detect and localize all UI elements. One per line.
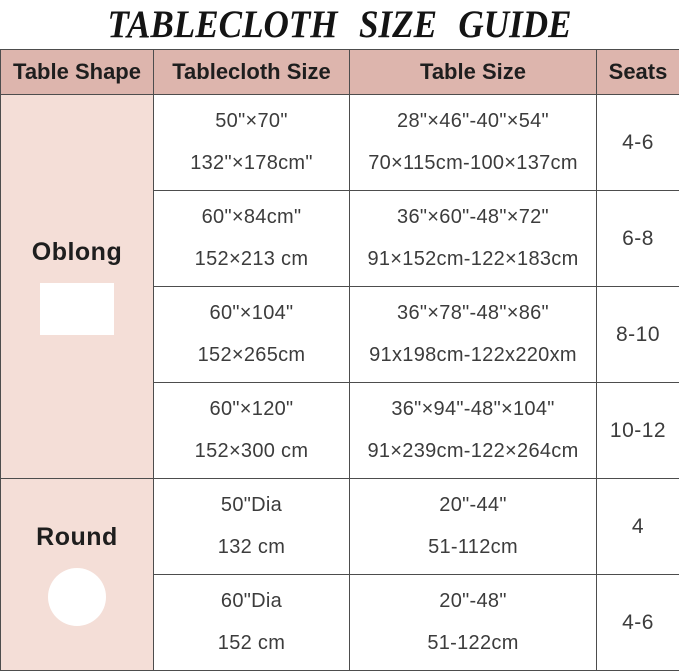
size-in-inches: 20"-48": [439, 590, 507, 613]
shape-label-round: Round: [36, 523, 118, 551]
shape-cell-round: [1, 479, 154, 671]
tablecloth-size-cell: [154, 479, 350, 575]
tablecloth-size-cell: [154, 575, 350, 671]
size-in-cm: 152×300 cm: [194, 439, 309, 462]
table-row: [1, 479, 679, 575]
tablecloth-size-cell: [154, 383, 350, 479]
tablecloth-size-cell: [154, 191, 350, 287]
seats-cell: 4: [597, 479, 679, 575]
size-in-cm: 91x198cm-122x220xm: [369, 343, 577, 366]
header-row: [1, 50, 679, 95]
table-size-cell: [350, 191, 597, 287]
header-table-shape: Table Shape: [1, 50, 154, 95]
tablecloth-size-cell: [154, 95, 350, 191]
page-title: TABLECLOTH SIZE GUIDE: [107, 3, 572, 46]
size-in-cm: 91×152cm-122×183cm: [367, 247, 579, 270]
size-in-inches: 36"×94"-48"×104": [391, 398, 555, 421]
table-size-cell: [350, 383, 597, 479]
size-in-cm: 51-122cm: [427, 631, 519, 654]
size-in-inches: 50"×70": [215, 110, 288, 133]
size-in-cm: 152×265cm: [197, 343, 306, 366]
size-in-inches: 36"×60"-48"×72": [397, 206, 549, 229]
table-size-cell: [350, 575, 597, 671]
size-in-inches: 60"×84cm": [201, 206, 302, 229]
header-seats: Seats: [597, 50, 679, 95]
seats-cell: 10-12: [597, 383, 679, 479]
size-guide-table: [0, 49, 679, 671]
table-size-cell: [350, 287, 597, 383]
table-size-cell: [350, 95, 597, 191]
size-in-cm: 132 cm: [217, 535, 286, 558]
rectangle-icon: [40, 283, 114, 335]
seats-cell: 8-10: [597, 287, 679, 383]
size-in-inches: 36"×78"-48"×86": [397, 302, 549, 325]
circle-icon: [48, 568, 106, 626]
table-row: [1, 95, 679, 191]
size-in-inches: 50"Dia: [220, 494, 283, 517]
size-in-inches: 20"-44": [439, 494, 507, 517]
size-in-inches: 60"×120": [209, 398, 294, 421]
round-shape-group: [1, 523, 153, 626]
size-in-cm: 132"×178cm": [190, 151, 313, 174]
tablecloth-size-cell: [154, 287, 350, 383]
oblong-shape-group: [1, 238, 153, 335]
seats-cell: 6-8: [597, 191, 679, 287]
header-tablecloth-size: Tablecloth Size: [154, 50, 350, 95]
size-in-cm: 51-112cm: [428, 535, 518, 558]
size-in-cm: 70×115cm-100×137cm: [368, 151, 578, 174]
header-table-size: Table Size: [350, 50, 597, 95]
size-in-cm: 152 cm: [217, 631, 286, 654]
shape-label-oblong: Oblong: [31, 238, 123, 266]
seats-cell: 4-6: [597, 95, 679, 191]
table-size-cell: [350, 479, 597, 575]
size-in-cm: 91×239cm-122×264cm: [367, 439, 579, 462]
shape-cell-oblong: [1, 95, 154, 479]
size-in-inches: 60"×104": [209, 302, 294, 325]
seats-cell: 4-6: [597, 575, 679, 671]
size-in-inches: 28"×46"-40"×54": [397, 110, 549, 133]
size-in-inches: 60"Dia: [220, 590, 283, 613]
size-in-cm: 152×213 cm: [194, 247, 309, 270]
